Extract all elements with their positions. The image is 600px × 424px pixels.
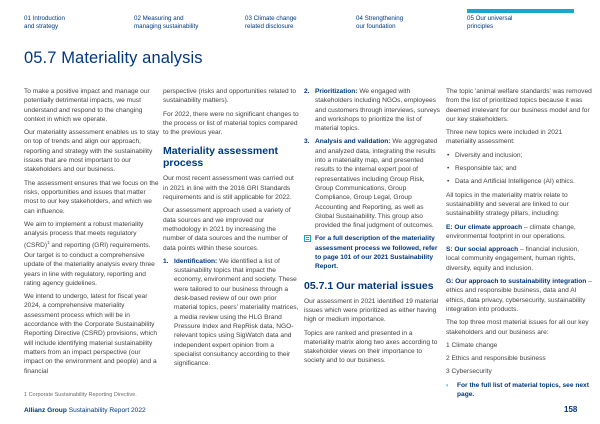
reference-text: For a full description of the materiality assessment process we followed, refer to page 101 of our 2021 Sustainability Report. <box>315 235 438 271</box>
chapter-navigation <box>0 0 600 40</box>
pillar-label: S: Our social approach <box>446 246 519 254</box>
pillar-governance <box>446 277 594 314</box>
step-number: 2. <box>304 88 310 95</box>
footer-brand: Allianz Group <box>24 407 67 414</box>
next-page-link[interactable] <box>446 381 594 400</box>
footnote-ref[interactable]: 1 <box>47 240 50 246</box>
paragraph: The topic 'animal welfare standards' was removed from the list of prioritized topics because it was deemed irrelevant for our business model and for our key stakeholders. <box>446 88 592 123</box>
nav-item-universal-principles[interactable] <box>467 15 562 31</box>
paragraph: Our materiality assessment enables us to stay on top of trends and align our approach, reporting and strategy with the sustainability issues that are most important to our stakeholders and our business. <box>24 129 159 174</box>
paragraph: Our assessment in 2021 identified 19 material issues which were prioritized as either having high or medium importance. <box>304 297 439 324</box>
next-page-text: For the full list of material topics, see next page. <box>457 381 589 399</box>
nav-item-line1: 02 Measuring and <box>134 15 184 22</box>
process-step-prioritization <box>304 87 444 133</box>
top-issue-item: 2 Ethics and responsible business <box>446 355 546 363</box>
footer-report: Sustainability Report 2022 <box>66 407 146 414</box>
process-step-analysis <box>304 137 444 230</box>
bullet-item: • Responsible tax; and <box>446 164 594 173</box>
nav-item-foundation[interactable] <box>356 15 451 31</box>
bullet-item: • Diversity and inclusion; <box>446 151 594 160</box>
nav-item-line1: 05 Our universal <box>467 15 513 22</box>
step-number: 1. <box>163 257 169 265</box>
pillar-text: – ethics and responsible business, data and AI ethics, data privacy, cybersecurity, sustainability integration into products. <box>446 278 592 313</box>
top-issue-item: 3 Cybersecurity <box>446 368 492 376</box>
pillar-text: – climate change, environmental footprint in our operations. <box>446 223 576 240</box>
paragraph: For 2022, there were no significant changes to the process or list of material topics compared to the previous year. <box>163 110 299 137</box>
step-text: We engaged with stakeholders including NGOs, employees and customers through interviews, surveys and workshops to prioritize the list of material topics. <box>315 88 440 133</box>
nav-item-line1: 03 Climate change <box>245 15 297 22</box>
section-heading: 05.7.1 Our material issues <box>304 279 434 292</box>
step-label: Prioritization: <box>315 88 358 95</box>
cross-reference-link[interactable] <box>304 234 444 271</box>
chevron-right-icon: › <box>446 381 449 389</box>
document-reference-icon <box>304 235 311 242</box>
nav-item-line2: principles <box>467 23 494 30</box>
paragraph: Topics are ranked and presented in a materiality matrix along two axes according to stakeholder views on their importance to society and to our business. <box>304 329 438 365</box>
nav-item-line1: 04 Strengthening <box>356 15 404 22</box>
nav-item-measuring[interactable] <box>134 15 229 31</box>
pillar-social <box>446 245 594 273</box>
step-text: We identified a list of sustainability topics that impact the economy, environment and society. These were tailored to our business through a desk-based review of our own prior material topics, peers' materiality matrices, a media review using the HLG Brand Pressure Index and RepRisk data, NGO-relevant topics using SigWatch data and independent expert opinion from a specialist consultancy according to their significance. <box>174 257 299 368</box>
pillar-environment <box>446 223 594 242</box>
page-number: 158 <box>564 405 578 414</box>
paragraph: All topics in the materiality matrix relate to sustainability and several are linked to our sustainability strategy pillars, including: <box>446 191 569 218</box>
paragraph: To make a positive impact and manage our potentially detrimental impacts, we must understand and respond to the changing context in which we operate. <box>24 88 150 123</box>
column-4 <box>446 87 594 399</box>
step-number: 3. <box>304 138 310 146</box>
paragraph: Our assessment approach used a variety of data sources and we improved our methodology in 2021 by increasing the number of data sources and the number of data points within these sources. <box>163 207 291 252</box>
pillar-label: G: Our approach to sustainability integration <box>446 278 587 286</box>
top-issue-item: 1 Climate change <box>446 341 498 349</box>
nav-item-line1: 01 Introduction <box>24 15 65 22</box>
paragraph: perspective (risks and opportunities related to sustainability matters). <box>163 88 297 105</box>
active-chapter-indicator <box>467 9 574 13</box>
pillar-label: E: Our climate approach <box>446 223 523 231</box>
footer-report-title <box>24 407 146 414</box>
section-heading: Materiality assessment process <box>163 145 278 170</box>
paragraph: Our most recent assessment was carried out in 2021 in line with the 2016 GRI Standards requirements and is still applicable for 2022. <box>163 175 294 202</box>
column-2 <box>163 87 299 372</box>
text: We aim to implement a robust materiality analysis process that meets regulatory (CSRD) <box>24 220 144 250</box>
paragraph: Three new topics were included in 2021 materiality assessment: <box>446 129 563 146</box>
paragraph: The top three most material issues for all our key stakeholders and our business are: <box>446 319 589 336</box>
process-step-identification <box>163 257 299 369</box>
text: and reporting (GRI) requirements. Our target is to conduct a comprehensive update of the materiality analysis every three years in line with regulatory, reporting and rating agency guidelines. <box>24 242 155 287</box>
paragraph: The assessment ensures that we focus on the risks, opportunities and issues that matter most to our key stakeholders, and which we can influence. <box>24 179 159 215</box>
paragraph: We intend to undergo, latest for fiscal year 2024, a comprehensive materiality assessment process which will be in accordance with the Corporate Sustainability Reporting Directive (CSRD) provisions, which will include identifying material sustainability matters from an impact perspective (our impact on the environment and people) and a financial <box>24 293 158 375</box>
footnote: 1 Corporate Sustainability Reporting Directive. <box>24 392 137 398</box>
step-label: Identification: <box>174 257 218 265</box>
paragraph <box>24 220 159 288</box>
step-label: Analysis and validation: <box>315 138 391 146</box>
pillar-text: – financial inclusion, local community engagement, human rights, diversity, equity and inclusion. <box>446 246 580 272</box>
step-text: We aggregated and analyzed data, integrating the results into a materiality map, and presented results to the internal expert pool of representatives including Group Risk, Group Communications, Group Compliance, Group Legal, Group Accounting and Reporting, as well as Global Sustainability. This group also provided the final judgment of outcomes. <box>315 138 438 230</box>
nav-item-line2: managing sustainability <box>134 23 199 30</box>
nav-item-line2: and strategy <box>24 23 59 30</box>
column-3 <box>304 87 444 370</box>
bullet-item: • Data and Artificial Intelligence (AI) ethics. <box>446 177 594 186</box>
nav-item-line2: related disclosure <box>245 23 294 30</box>
column-1 <box>24 87 159 380</box>
nav-item-introduction[interactable] <box>24 15 119 31</box>
nav-item-line2: our foundation <box>356 23 396 30</box>
page-title: 05.7 Materiality analysis <box>24 49 203 67</box>
nav-item-climate[interactable] <box>245 15 340 31</box>
